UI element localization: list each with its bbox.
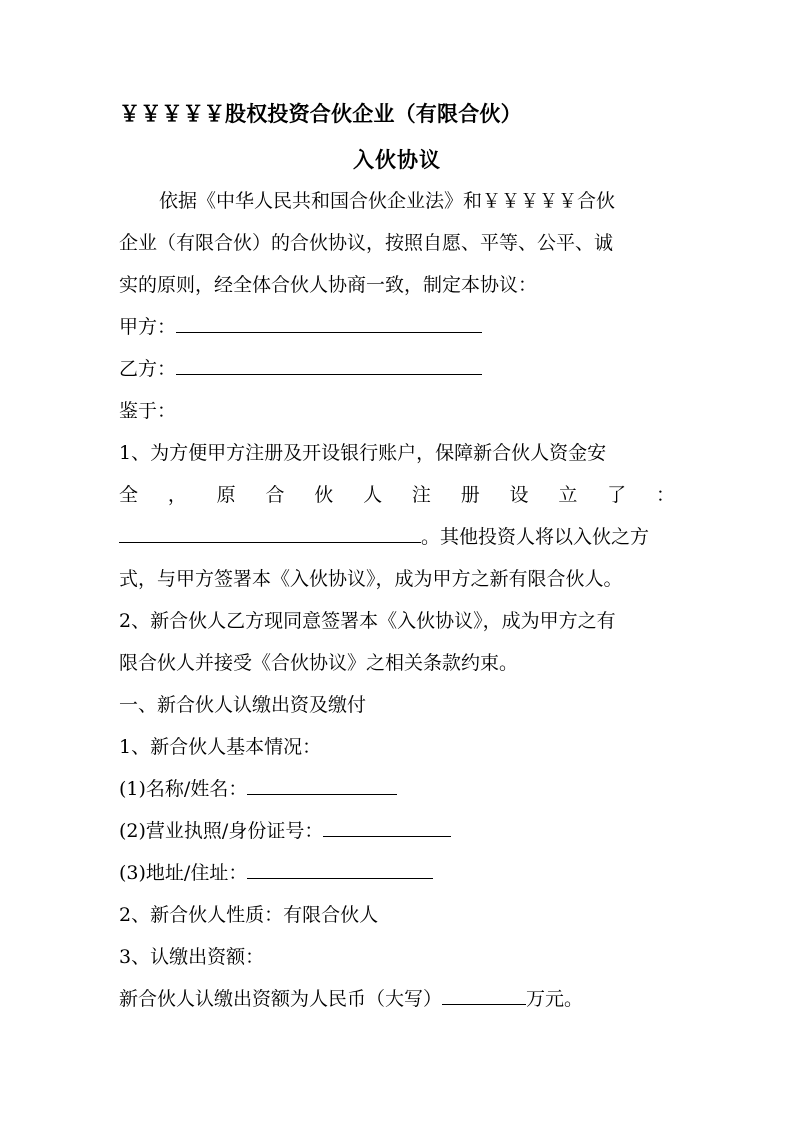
- clause-1-line-3-text: 。其他投资人将以入伙之方: [421, 526, 650, 548]
- address-field-label: (3)地址/住址：: [119, 862, 248, 884]
- name-field-row: [119, 775, 675, 803]
- license-field-row: [119, 817, 675, 845]
- party-b-label: 乙方：: [119, 358, 177, 380]
- intro-line-2: 企业（有限合伙）的合伙协议，按照自愿、平等、公平、诚: [119, 232, 614, 254]
- document-title: ￥￥￥￥￥股权投资合伙企业（有限合伙）: [119, 101, 522, 126]
- party-a-row: [119, 313, 675, 341]
- party-b-blank[interactable]: [176, 356, 482, 375]
- clause-1-char: ，: [167, 484, 187, 506]
- clause-1-line-3: [119, 523, 675, 551]
- clause-1-char: 了: [607, 484, 627, 506]
- amount-suffix: 万元。: [526, 988, 584, 1010]
- party-b-row: [119, 355, 675, 383]
- whereas-label: 鉴于：: [119, 400, 177, 422]
- section-1-heading: 一、新合伙人认缴出资及缴付: [119, 694, 367, 716]
- clause-1-char: 注: [411, 484, 431, 506]
- clause-1-char: 原: [216, 484, 236, 506]
- license-field-label: (2)营业执照/身份证号：: [119, 820, 324, 842]
- clause-1-char: 立: [558, 484, 578, 506]
- item-2-text: 2、新合伙人性质：有限合伙人: [119, 904, 379, 926]
- name-field-label: (1)名称/姓名：: [119, 778, 248, 800]
- clause-2-line-2: 限合伙人并接受《合伙协议》之相关条款约束。: [119, 652, 519, 674]
- clause-1-line-4: 式，与甲方签署本《入伙协议》，成为甲方之新有限合伙人。: [119, 568, 623, 590]
- clause-1-char: 设: [509, 484, 529, 506]
- document-subtitle: 入伙协议: [353, 147, 441, 172]
- address-field-blank[interactable]: [247, 860, 433, 879]
- clause-1-char: 人: [363, 484, 383, 506]
- clause-1-line-1: 1、为方便甲方注册及开设银行账户，保障新合伙人资金安: [119, 442, 607, 464]
- clause-1-char: 全: [119, 484, 139, 506]
- amount-row: [119, 985, 675, 1013]
- license-field-blank[interactable]: [323, 818, 451, 837]
- amount-prefix: 新合伙人认缴出资额为人民币（大写）: [119, 988, 443, 1010]
- item-1-heading: 1、新合伙人基本情况：: [119, 736, 322, 758]
- clause-1-char: 伙: [314, 484, 334, 506]
- name-field-blank[interactable]: [247, 776, 397, 795]
- clause-1-char: 册: [460, 484, 480, 506]
- item-3-heading: 3、认缴出资额：: [119, 946, 265, 968]
- party-a-blank[interactable]: [176, 314, 482, 333]
- intro-line-3: 实的原则，经全体合伙人协商一致，制定本协议：: [119, 274, 538, 296]
- intro-line-1: 依据《中华人民共和国合伙企业法》和￥￥￥￥￥合伙: [159, 190, 616, 212]
- amount-blank[interactable]: [442, 986, 526, 1005]
- address-field-row: [119, 859, 675, 887]
- party-a-label: 甲方：: [119, 316, 177, 338]
- clause-1-line-2: [119, 481, 675, 509]
- clause-2-line-1: 2、新合伙人乙方现同意签署本《入伙协议》，成为甲方之有: [119, 610, 616, 632]
- clause-1-char: 合: [265, 484, 285, 506]
- clause-1-char: ：: [655, 484, 675, 506]
- original-partner-blank[interactable]: [119, 524, 421, 543]
